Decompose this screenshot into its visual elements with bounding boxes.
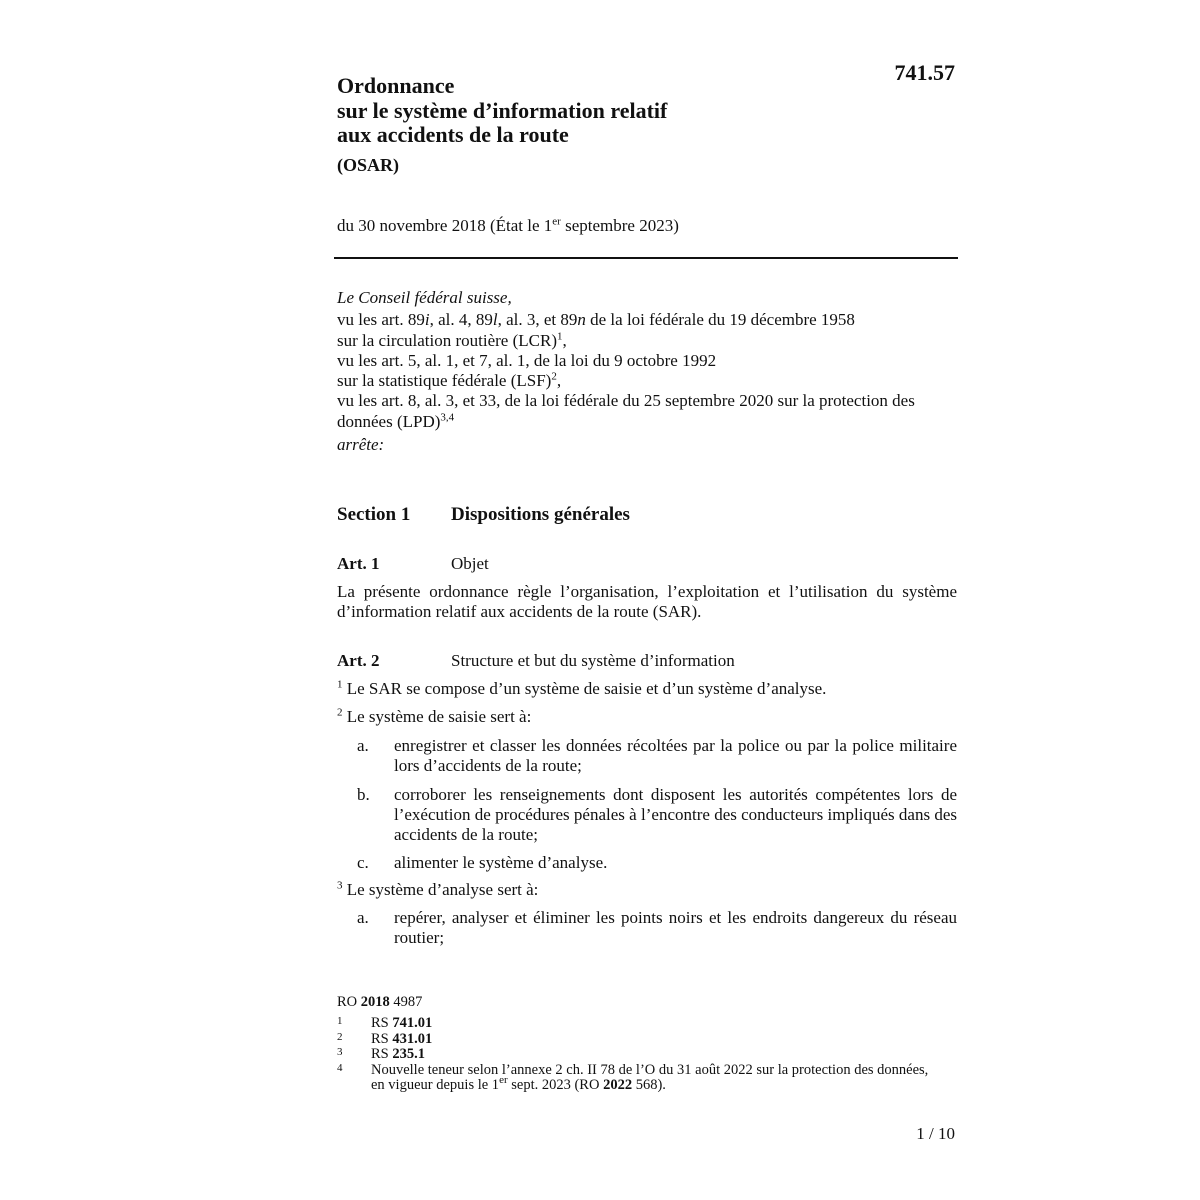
section-heading [337, 504, 630, 526]
preamble-line: sur la circulation routière (LCR)$^1$, [337, 329, 567, 350]
footnote-ref[interactable]: 3,4 [440, 411, 455, 424]
list-item: a. enregistrer et classer les données récoltées par la police ou par la police militaire lors d’accidents de la route; [357, 736, 957, 776]
paragraph: $^1$ Le SAR se compose d’un système de saisie et d’un système d’analyse. [337, 678, 827, 698]
preamble-line: vu les art. 8, al. 3, et 33, de la loi fédérale du 25 septembre 2020 sur la protection des [337, 391, 915, 411]
preamble [337, 288, 957, 455]
footnotes [337, 1016, 937, 1094]
section-title: Dispositions générales [451, 504, 630, 525]
footnote: 3 RS 235.1 [337, 1046, 425, 1062]
preamble-line: vu les art. 5, al. 1, et 7, al. 1, de la loi du 9 octobre 1992 [337, 350, 717, 370]
preamble-line: sur la statistique fédérale (LSF)$^2$, [337, 370, 562, 391]
article-number: Art. 2 [337, 651, 380, 670]
footnote: 1 RS 741.01 [337, 1015, 433, 1031]
article-title: Objet [451, 554, 489, 573]
title-line-2: sur le système d’information relatif [337, 97, 668, 123]
paragraph: $^2$ Le système de saisie sert à: [337, 706, 532, 726]
header-divider [334, 257, 958, 259]
document-date: du 30 novembre 2018 (État le 1er septembre 2023) [337, 215, 679, 235]
document-title [337, 74, 667, 148]
publication-reference: RO 2018 4987 [337, 994, 423, 1010]
list-item: c. alimenter le système d’analyse. [357, 853, 608, 873]
article-text: La présente ordonnance règle l’organisation, l’exploitation et l’utilisation du système d’information relatif aux accidents de la route (SAR). [337, 582, 957, 622]
paragraph: $^3$ Le système d’analyse sert à: [337, 879, 539, 899]
classification-number: 741.57 [894, 60, 955, 85]
enumeration-list [357, 908, 957, 957]
footnote-ref[interactable]: 1 [556, 329, 563, 342]
title-line-1: Ordonnance [337, 73, 455, 98]
article-heading [337, 554, 489, 574]
article-number: Art. 1 [337, 554, 380, 573]
section-number: Section 1 [337, 504, 411, 525]
article-title: Structure et but du système d’information [451, 651, 735, 670]
preamble-line: vu les art. 89i, al. 4, 89l, al. 3, et 89n de la loi fédérale du 19 décembre 1958 [337, 310, 855, 330]
document-abbreviation: (OSAR) [337, 155, 399, 175]
preamble-authority: Le Conseil fédéral suisse, [337, 288, 512, 307]
enumeration-list [357, 736, 957, 882]
list-item: a. repérer, analyser et éliminer les points noirs et les endroits dangereux du réseau routier; [357, 908, 957, 948]
article-heading [337, 651, 735, 671]
list-item: b. corroborer les renseignements dont disposent les autorités compétentes lors de l’exécution de procédures pénales à l’encontre des conducteurs impliqués dans des accidents de la route; [357, 784, 957, 845]
preamble-line: données (LPD)$^{3,4}$ [337, 411, 455, 431]
footnote-ref[interactable]: 2 [551, 370, 557, 383]
title-line-3: aux accidents de la route [337, 122, 569, 147]
page-number: 1 / 10 [916, 1124, 955, 1143]
preamble-decree: arrête: [337, 435, 385, 455]
footnote: 4 Nouvelle teneur selon l’annexe 2 ch. II 78 de l’O du 31 août 2022 sur la protection des données, en vigueur depuis le 1er sept. 2023 (RO 2022 568). [337, 1061, 929, 1093]
footnote: 2 RS 431.01 [337, 1030, 433, 1047]
